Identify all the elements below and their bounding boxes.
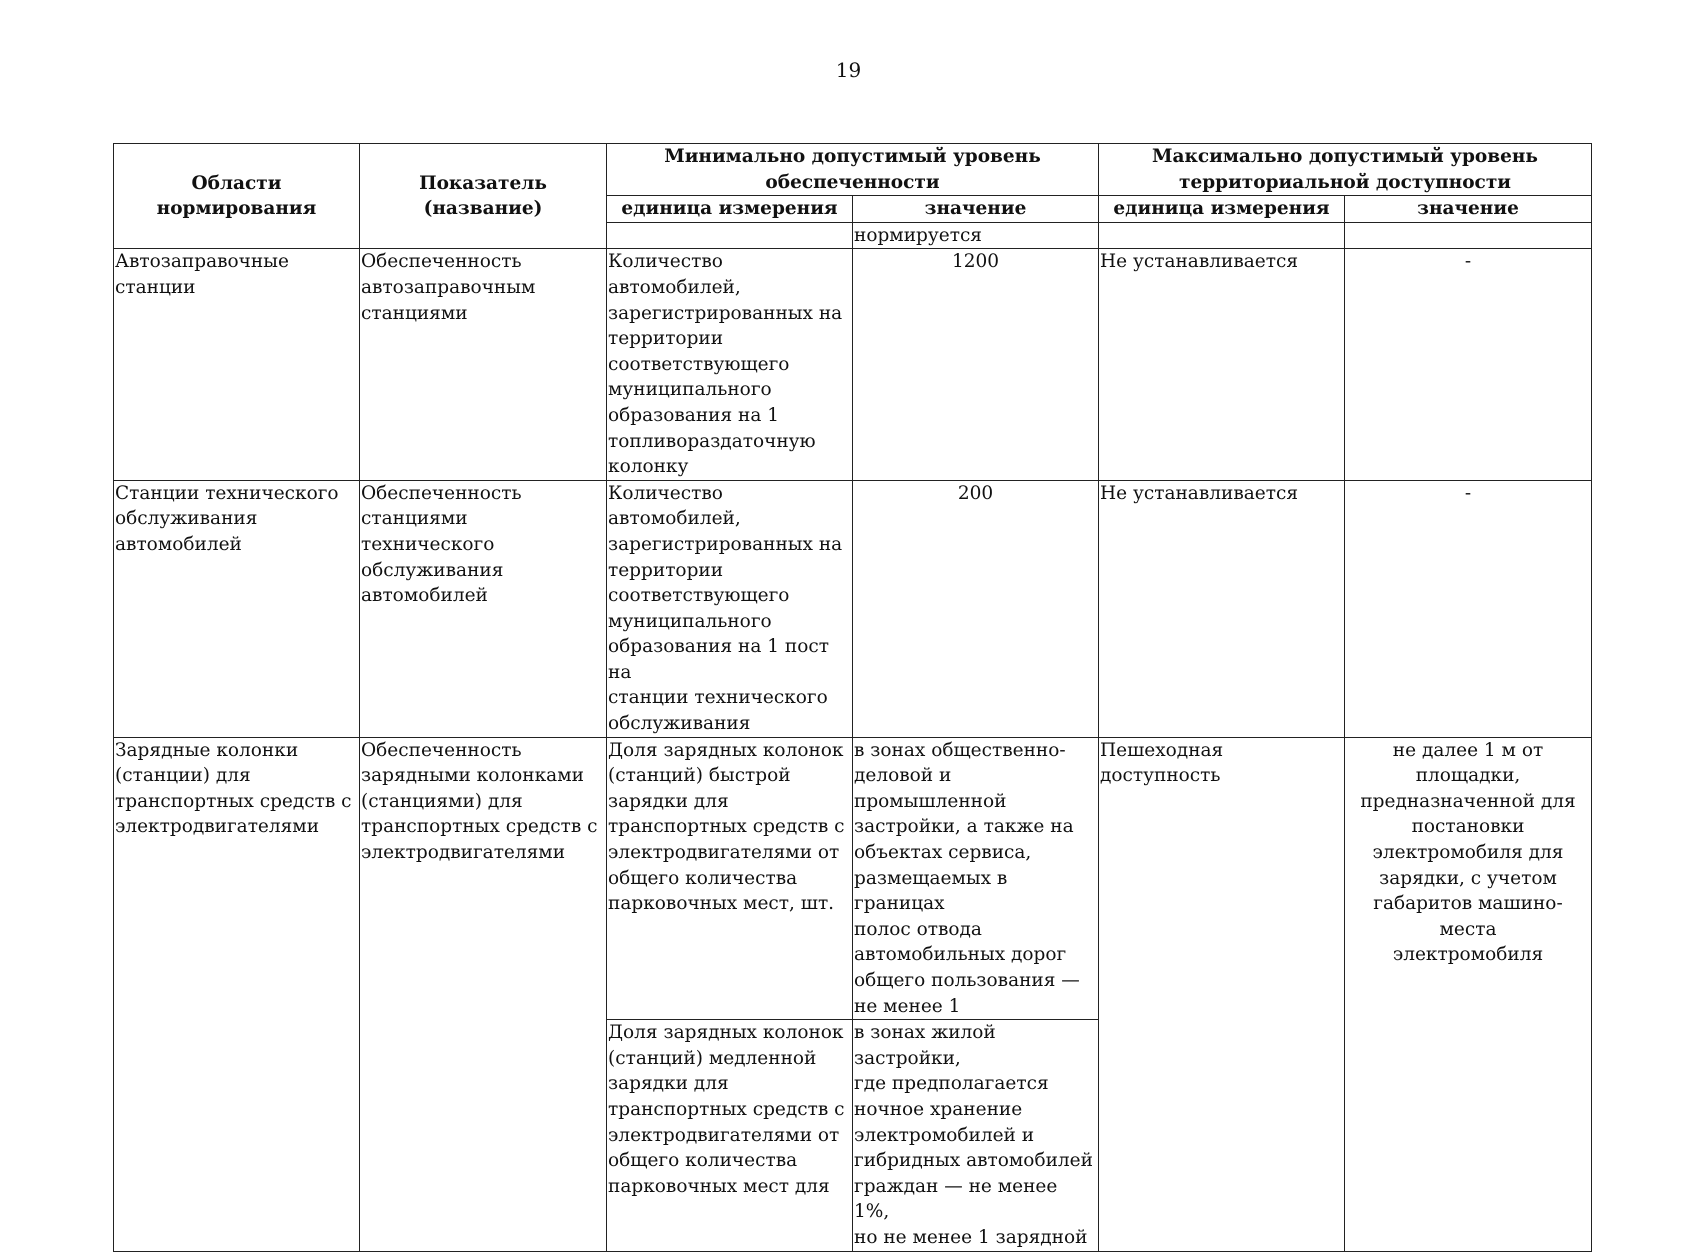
page-number: 19: [835, 58, 862, 82]
header-max-unit-note-empty: [1099, 222, 1345, 249]
cell-indicator: Обеспеченность станциями технического обслуживания автомобилей: [360, 480, 607, 737]
cell-max-value: -: [1345, 480, 1592, 737]
cell-min-value: в зонах жилой застройки, где предполагается ночное хранение электромобилей и гибридных автомобилей граждан — не менее 1%, но не менее 1 зарядной: [853, 1020, 1099, 1251]
cell-area: Зарядные колонки (станции) для транспортных средств с электродвигателями: [114, 737, 360, 1251]
cell-indicator: Обеспеченность зарядными колонками (станциями) для транспортных средств с электродвигателями: [360, 737, 607, 1251]
table-row: [114, 249, 1592, 480]
header-max-value-note-empty: [1345, 222, 1592, 249]
cell-min-unit: Количество автомобилей, зарегистрированных на территории соответствующего муниципального образования на 1 пост на станции технического обслуживания: [607, 480, 853, 737]
header-max-unit: единица измерения: [1099, 196, 1345, 223]
header-min-value: значение: [853, 196, 1099, 223]
cell-max-value: не далее 1 м от площадки, предназначенной для постановки электромобиля для зарядки, с учетом габаритов машино-места электромобиля: [1345, 737, 1592, 1251]
header-max-level: Максимально допустимый уровень территориальной доступности: [1099, 144, 1592, 196]
cell-indicator: Обеспеченность автозаправочным станциями: [360, 249, 607, 480]
header-min-value-note: нормируется: [853, 222, 1099, 249]
cell-min-value: 1200: [853, 249, 1099, 480]
header-indicator: Показатель (название): [360, 144, 607, 249]
cell-area: Станции технического обслуживания автомобилей: [114, 480, 360, 737]
norms-table: [113, 143, 1592, 1252]
cell-min-unit: Количество автомобилей, зарегистрированных на территории соответствующего муниципального образования на 1 топливораздаточную колонку: [607, 249, 853, 480]
header-max-value: значение: [1345, 196, 1592, 223]
header-row-top: [114, 144, 1592, 196]
cell-max-unit: Не устанавливается: [1099, 249, 1345, 480]
cell-max-value: -: [1345, 249, 1592, 480]
header-area: Области нормирования: [114, 144, 360, 249]
cell-area: Автозаправочные станции: [114, 249, 360, 480]
header-min-level: Минимально допустимый уровень обеспеченности: [607, 144, 1099, 196]
cell-min-unit: Доля зарядных колонок (станций) медленной зарядки для транспортных средств с электродвигателями от общего количества парковочных мест для: [607, 1020, 853, 1251]
cell-min-unit: Доля зарядных колонок (станций) быстрой зарядки для транспортных средств с электродвигателями от общего количества парковочных мест, шт.: [607, 737, 853, 1020]
cell-min-value: в зонах общественно- деловой и промышленной застройки, а также на объектах сервиса, размещаемых в границах полос отвода автомобильных дорог общего пользования — не менее 1: [853, 737, 1099, 1020]
cell-min-value: 200: [853, 480, 1099, 737]
cell-max-unit: Пешеходная доступность: [1099, 737, 1345, 1251]
table-row: [114, 737, 1592, 1020]
header-min-unit-note-empty: [607, 222, 853, 249]
table-row: [114, 480, 1592, 737]
cell-max-unit: Не устанавливается: [1099, 480, 1345, 737]
header-min-unit: единица измерения: [607, 196, 853, 223]
